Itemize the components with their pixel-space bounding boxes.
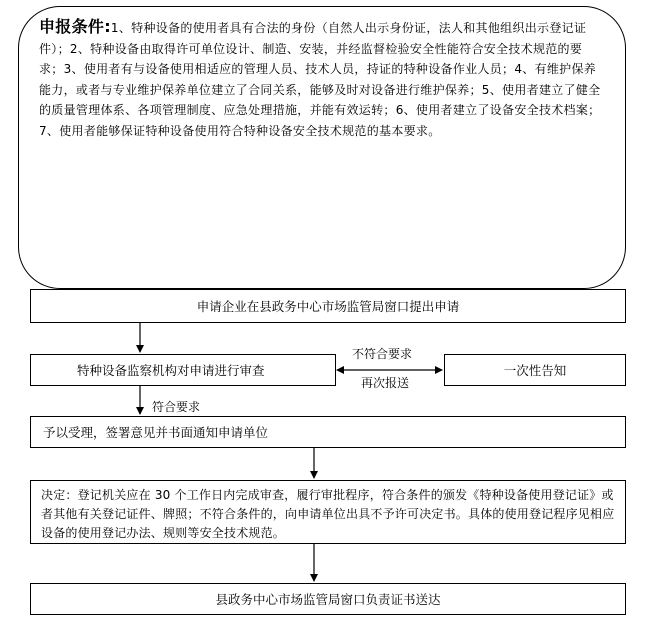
step-accept-text: 予以受理，签署意见并书面通知申请单位	[43, 425, 269, 440]
label-resubmit: 再次报送	[361, 376, 410, 390]
label-meet: 符合要求	[152, 400, 201, 414]
step-notify-text: 一次性告知	[503, 363, 567, 378]
step-review	[30, 354, 336, 386]
conditions-title: 申报条件:	[39, 17, 111, 36]
step-deliver	[30, 583, 626, 615]
step-review-text: 特种设备监察机构对申请进行审查	[77, 363, 265, 378]
step-deliver-text: 县政务中心市场监管局窗口负责证书送达	[215, 592, 441, 607]
conditions-box	[18, 6, 626, 289]
step-notify	[444, 354, 626, 386]
step-accept	[30, 416, 626, 448]
step-decision	[30, 480, 626, 544]
label-not-meet: 不符合要求	[352, 347, 413, 361]
conditions-text: 1、特种设备的使用者具有合法的身份（自然人出示身份证，法人和其他组织出示登记证件）；2、特种设备由取得许可单位设计、制造、安装，并经监督检验安全性能符合安全技术规范的要求；3、使用者有与设备使用相适应的管理人员、技术人员，持证的特种设备作业人员；4、有维护保养能力，或者与专业维护保养单位建立了合同关系，能够及时对设备进行维护保养；5、使用者建立了健全的质量管理体系、各项管理制度、应急处理措施，并能有效运转；6、使用者建立了设备安全技术档案；7、使用者能够保证特种设备使用符合特种设备安全技术规范的基本要求。	[39, 21, 601, 138]
step-apply-text: 申请企业在县政务中心市场监管局窗口提出申请	[196, 299, 460, 314]
step-apply	[30, 289, 626, 323]
step-decision-text: 决定：登记机关应在 30 个工作日内完成审查，履行审批程序，符合条件的颁发《特种设备使用登记证》或者其他有关登记证件、牌照；不符合条件的，向申请单位出具不予许可决定书。具体的使用登记程序见相应设备的使用登记办法、规则等安全技术规范。	[41, 488, 615, 540]
